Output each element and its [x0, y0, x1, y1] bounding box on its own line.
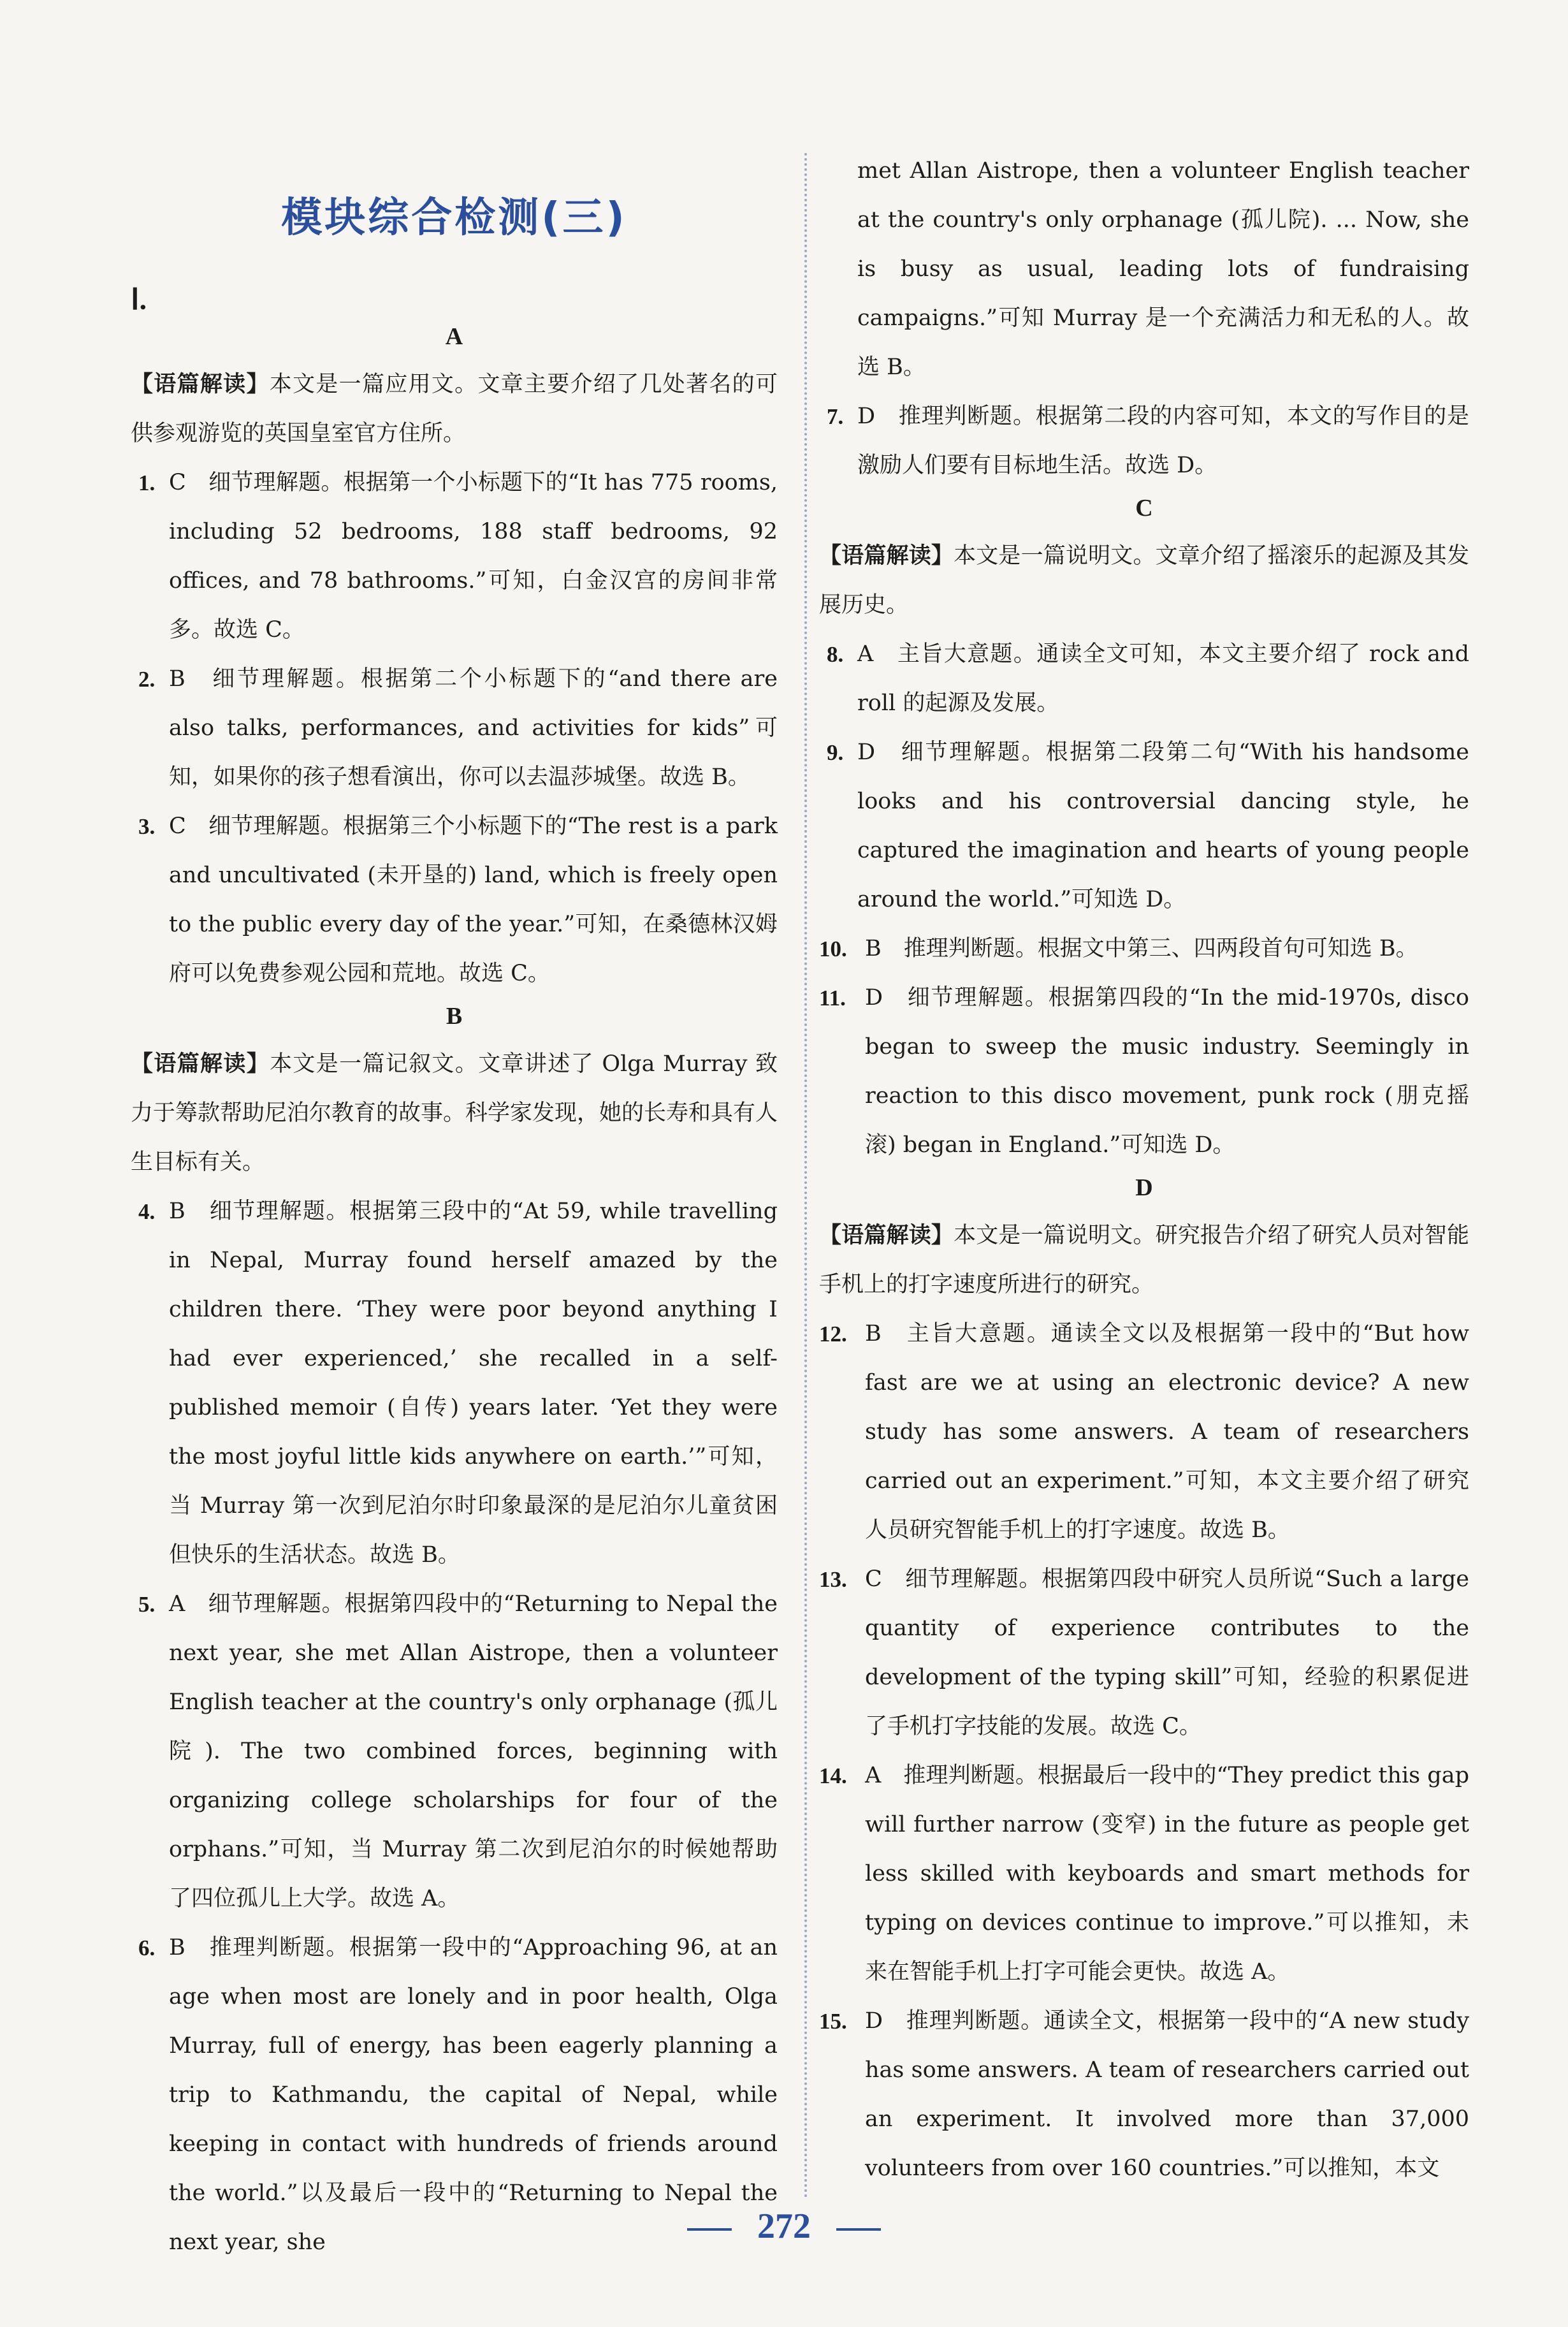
- answer-number: 15.: [819, 2009, 847, 2034]
- answer-text: B 细节理解题。根据第二个小标题下的“and there are also talks, performances, and activities for kids”可知，如果你的孩子想看演出，你可以去温莎城堡。故选 B。: [169, 666, 778, 790]
- part-heading: Ⅰ.: [131, 283, 147, 316]
- answer-number: 13.: [819, 1567, 847, 1592]
- answer-1: [131, 458, 778, 655]
- page-number-footer: [0, 2206, 1568, 2247]
- answer-number: 4.: [138, 1199, 156, 1224]
- answer-5: [131, 1580, 778, 1923]
- answer-7: [819, 392, 1469, 490]
- left-column: [131, 147, 778, 2267]
- section-d-note: [819, 1211, 1469, 1309]
- answer-number: 6.: [138, 1936, 156, 1960]
- footer-dash-left: [687, 2228, 732, 2231]
- answer-text: C 细节理解题。根据第一个小标题下的“It has 775 rooms, including 52 bedrooms, 188 staff bedrooms, 92 offices, and 78 bathrooms.”可知，白金汉宫的房间非常多。故选 C。: [169, 470, 778, 643]
- note-text: 本文是一篇说明文。研究报告介绍了研究人员对智能手机上的打字速度所进行的研究。: [819, 1223, 1469, 1297]
- answer-2: [131, 655, 778, 802]
- answer-text: B 推理判断题。根据第一段中的“Approaching 96, at an age when most are lonely and in poor health, Olga Murray, full of energy, has been eagerly planning a trip to Kathmandu, the capital of Nepal, while keeping in contact with hundreds of friends around the world.”以及最后一段中的“Returning to Nepal the next year, she: [169, 1935, 778, 2255]
- answer-text: A 细节理解题。根据第四段中的“Returning to Nepal the next year, she met Allan Aistrope, then a volunteer English teacher at the country's only orphanage (孤儿院). The two combined forces, beginning with organizing college scholarships for four of the orphans.”可知，当 Murray 第二次到尼泊尔的时候她帮助了四位孤儿上大学。故选 A。: [169, 1591, 778, 1911]
- answer-12: [819, 1309, 1469, 1555]
- answer-number: 8.: [827, 642, 844, 667]
- note-text: 本文是一篇记叙文。文章讲述了 Olga Murray 致力于筹款帮助尼泊尔教育的故事。科学家发现，她的长寿和具有人生目标有关。: [131, 1051, 778, 1175]
- answer-text: D 推理判断题。根据第二段的内容可知，本文的写作目的是激励人们要有目标地生活。故选 D。: [857, 404, 1469, 478]
- answer-text: B 主旨大意题。通读全文以及根据第一段中的“But how fast are we at using an electronic device? A new study has some answers. A team of researchers carried out an experiment.”可知，本文主要介绍了研究人员研究智能手机上的打字速度。故选 B。: [865, 1321, 1469, 1543]
- answer-number: 9.: [827, 740, 844, 765]
- answer-15: [819, 1997, 1469, 2193]
- answer-9: [819, 728, 1469, 924]
- answer-number: 11.: [819, 986, 846, 1010]
- answer-text: C 细节理解题。根据第三个小标题下的“The rest is a park and uncultivated (未开垦的) land, which is freely open to the public every day of the year.”可知，在桑德林汉姆府可以免费参观公园和荒地。故选 C。: [169, 813, 778, 986]
- section-a-note: [131, 360, 778, 458]
- answer-number: 14.: [819, 1763, 847, 1788]
- answer-10: [819, 924, 1469, 974]
- answer-8: [819, 630, 1469, 728]
- section-c-heading: C: [1135, 495, 1153, 522]
- answer-text: A 主旨大意题。通读全文可知，本文主要介绍了 rock and roll 的起源及发展。: [857, 641, 1469, 716]
- section-a-heading: A: [445, 323, 463, 350]
- answer-number: 3.: [138, 814, 156, 839]
- answer-number: 10.: [819, 937, 847, 961]
- answer-text: C 细节理解题。根据第四段中研究人员所说“Such a large quantity of experience contributes to the development of the typing skill”可知，经验的积累促进了手机打字技能的发展。故选 C。: [865, 1566, 1469, 1739]
- answer-number: 12.: [819, 1322, 847, 1346]
- note-tag: 【语篇解读】: [819, 543, 954, 569]
- section-b-heading: B: [446, 1003, 463, 1030]
- answer-4: [131, 1187, 778, 1580]
- note-text: 本文是一篇应用文。文章主要介绍了几处著名的可供参观游览的英国皇室官方住所。: [131, 372, 778, 446]
- answer-number: 2.: [138, 667, 156, 692]
- section-c-note: [819, 531, 1469, 630]
- answer-text: B 推理判断题。根据文中第三、四两段首句可知选 B。: [865, 936, 1418, 961]
- note-text: 本文是一篇说明文。文章介绍了摇滚乐的起源及其发展历史。: [819, 543, 1469, 618]
- page-title: 模块综合检测(三): [281, 194, 627, 242]
- right-column: [819, 147, 1469, 2193]
- answer-text: D 细节理解题。根据第二段第二句“With his handsome looks and his controversial dancing style, he captured the imagination and hearts of young people around the world.”可知选 D。: [857, 740, 1469, 912]
- footer-dash-right: [836, 2228, 881, 2231]
- answer-14: [819, 1751, 1469, 1997]
- note-tag: 【语篇解读】: [131, 1051, 270, 1077]
- note-tag: 【语篇解读】: [131, 371, 270, 397]
- answer-3: [131, 802, 778, 998]
- page-number: 272: [757, 2207, 811, 2246]
- section-b-note: [131, 1039, 778, 1187]
- note-tag: 【语篇解读】: [819, 1222, 954, 1248]
- answer-number: 5.: [138, 1592, 156, 1617]
- answer-text: D 推理判断题。通读全文，根据第一段中的“A new study has some answers. A team of researchers carried out an experiment. It involved more than 37,000 volunteers from over 160 countries.”可以推知，本文: [865, 2008, 1469, 2181]
- answer-number: 1.: [138, 471, 156, 495]
- column-divider: [804, 153, 807, 2199]
- answer-6-continued: met Allan Aistrope, then a volunteer English teacher at the country's only orphanage (孤儿院). ... Now, she is busy as usual, leading lots of fundraising campaigns.”可知 Murray 是一个充满活力和无私的人。故选 B。: [857, 158, 1469, 380]
- answer-text: D 细节理解题。根据第四段的“In the mid-1970s, disco began to sweep the music industry. Seemingly in reaction to this disco movement, punk rock (朋克摇滚) began in England.”可知选 D。: [865, 985, 1469, 1158]
- answer-11: [819, 974, 1469, 1170]
- answer-number: 7.: [827, 404, 844, 429]
- answer-13: [819, 1555, 1469, 1751]
- section-d-heading: D: [1135, 1174, 1153, 1201]
- answer-text: A 推理判断题。根据最后一段中的“They predict this gap will further narrow (变窄) in the future as people get less skilled with keyboards and smart methods for typing on devices continue to improve.”可以推知，未来在智能手机上打字可能会更快。故选 A。: [865, 1763, 1469, 1985]
- answer-text: B 细节理解题。根据第三段中的“At 59, while travelling in Nepal, Murray found herself amazed by the children there. ‘They were poor beyond anything I had ever experienced,’ she recalled in a self-published memoir (自传) years later. ‘Yet they were the most joyful little kids anywhere on earth.’”可知，当 Murray 第一次到尼泊尔时印象最深的是尼泊尔儿童贫困但快乐的生活状态。故选 B。: [169, 1199, 778, 1568]
